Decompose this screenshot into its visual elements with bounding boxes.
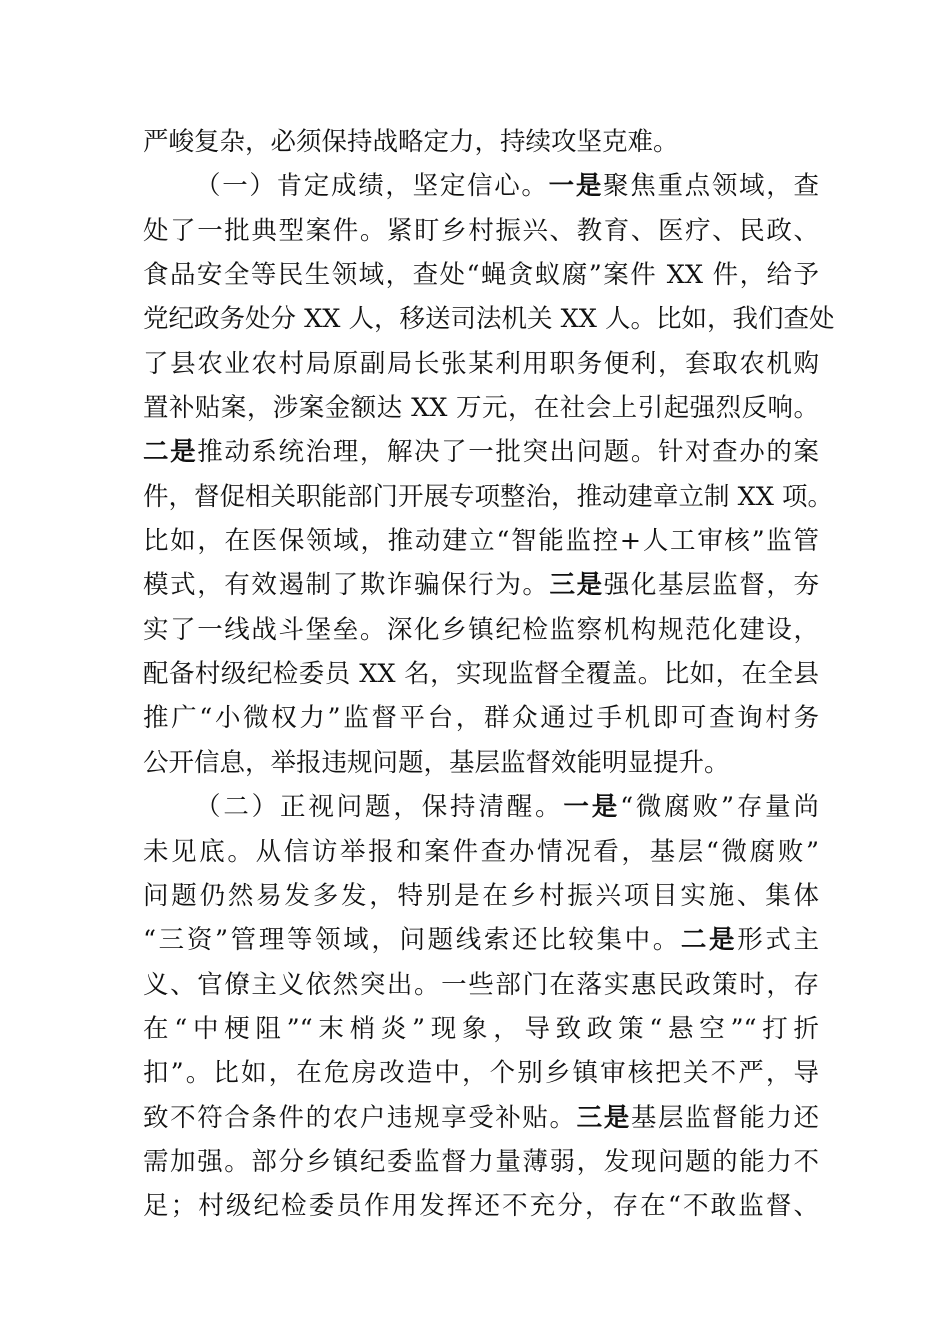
text-segment: 比如，在医保领域，推动建立“智能监控+人工审核”监管	[143, 526, 819, 557]
text-line	[143, 1007, 819, 1051]
paragraph-first-line	[143, 164, 819, 208]
text-segment: 基层监督能力还	[630, 1102, 819, 1133]
text-segment: （二）正视问题，保持清醒。	[195, 792, 564, 823]
text-line	[143, 297, 835, 341]
text-line	[143, 563, 819, 607]
text-segment: 公开信息，举报违规问题，基层监督效能明显提升。	[143, 747, 730, 778]
text-line	[143, 120, 819, 164]
text-segment: 聚焦重点领域，查	[603, 171, 819, 202]
text-line	[143, 386, 819, 430]
text-line	[143, 1184, 819, 1228]
text-line	[143, 741, 819, 785]
text-line	[143, 430, 819, 474]
emphasis-label: 一是	[563, 792, 621, 823]
text-segment: 致不符合条件的农户违规享受补贴。	[143, 1102, 577, 1133]
text-line	[143, 519, 819, 563]
text-line	[143, 342, 819, 386]
text-segment: 了县农业农村局原副局长张某利用职务便利，套取农机购	[143, 348, 819, 379]
text-segment: 未见底。从信访举报和案件查办情况看，基层“微腐败”	[143, 836, 819, 867]
text-line	[143, 475, 834, 519]
text-line	[143, 830, 819, 874]
text-line	[143, 253, 819, 297]
text-line	[143, 963, 819, 1007]
text-segment: 党纪政务处分 XX 人，移送司法机关 XX 人。比如，我们查处	[143, 304, 835, 335]
text-segment: 在“中梗阻”“末梢炎”现象，导致政策“悬空”“打折	[143, 1013, 819, 1044]
text-segment: 问题仍然易发多发，特别是在乡村振兴项目实施、集体	[143, 880, 819, 911]
text-line	[143, 209, 819, 253]
text-segment: 需加强。部分乡镇纪委监督力量薄弱，发现问题的能力不	[143, 1146, 819, 1177]
text-segment: 件，督促相关职能部门开展专项整治，推动建章立制 XX 项。	[143, 481, 834, 512]
text-segment: （一）肯定成绩，坚定信心。	[195, 171, 549, 202]
text-line	[143, 918, 819, 962]
text-segment: 强化基层监督，夯	[603, 570, 819, 601]
text-line	[143, 1096, 819, 1140]
text-segment: 足；村级纪检委员作用发挥还不充分，存在“不敢监督、	[143, 1191, 819, 1222]
text-segment: 模式，有效遏制了欺诈骗保行为。	[143, 570, 550, 601]
text-line	[143, 1140, 819, 1184]
text-segment: “微腐败”存量尚	[620, 792, 819, 823]
emphasis-label: 二是	[143, 437, 198, 468]
text-segment: 实了一线战斗堡垒。深化乡镇纪检监察机构规范化建设，	[143, 614, 819, 645]
text-segment: “三资”管理等领域，问题线索还比较集中。	[143, 925, 681, 956]
emphasis-label: 二是	[680, 925, 738, 956]
text-line	[143, 652, 819, 696]
text-line	[143, 874, 819, 918]
emphasis-label: 三是	[549, 570, 604, 601]
text-line	[143, 1051, 819, 1095]
text-segment: 扣”。比如，在危房改造中，个别乡镇审核把关不严，导	[143, 1058, 819, 1089]
text-segment: 置补贴案，涉案金额达 XX 万元，在社会上引起强烈反响。	[143, 393, 819, 424]
text-segment: 推动系统治理，解决了一批突出问题。针对查办的案	[197, 437, 819, 468]
text-line	[143, 608, 819, 652]
text-segment: 推广“小微权力”监督平台，群众通过手机即可查询村务	[143, 703, 819, 734]
text-segment: 义、官僚主义依然突出。一些部门在落实惠民政策时，存	[143, 969, 819, 1000]
text-line	[143, 696, 819, 740]
emphasis-label: 一是	[548, 171, 604, 202]
text-segment: 处了一批典型案件。紧盯乡村振兴、教育、医疗、民政、	[143, 215, 819, 246]
document-body	[143, 120, 835, 1229]
text-segment: 食品安全等民生领域，查处“蝇贪蚁腐”案件 XX 件，给予	[143, 260, 819, 291]
text-segment: 配备村级纪检委员 XX 名，实现监督全覆盖。比如，在全县	[143, 659, 819, 690]
paragraph-first-line	[143, 785, 819, 829]
text-segment: 严峻复杂，必须保持战略定力，持续攻坚克难。	[143, 127, 679, 157]
emphasis-label: 三是	[576, 1102, 631, 1133]
text-segment: 形式主	[737, 925, 819, 956]
